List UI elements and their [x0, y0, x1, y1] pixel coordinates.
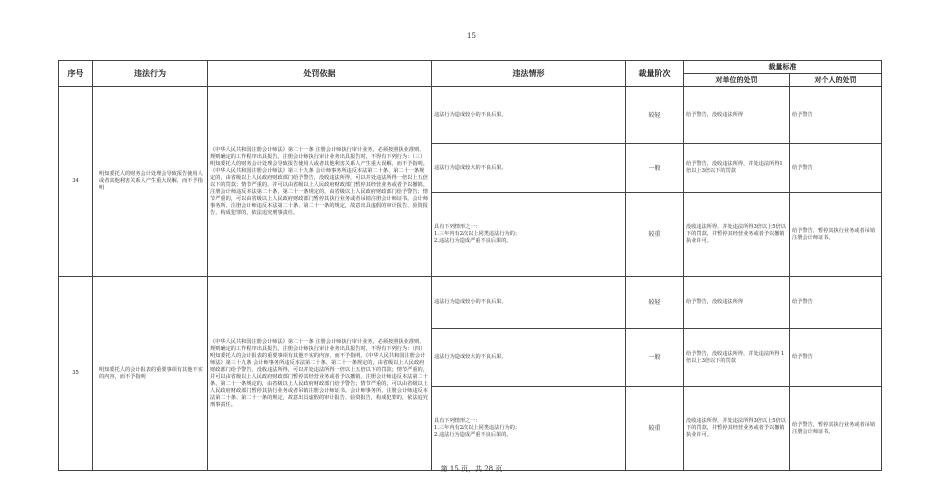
row-level: 较轻: [626, 87, 684, 144]
row-unit-penalty: 给予警告，没收违法所得，并处违法所得1倍以上3倍以下的罚款: [684, 144, 790, 193]
row-basis: 《中华人民共和国注册会计师法》第二十一条 注册会计师执行审计业务，必须按照执业准则、规则确定的工作程序出具报告。注册会计师执行审计业务出具报告时，不得有下列行为：（四）明知委托人的会计报表的重要事项有其他不实的内容，而不予指明。《中华人民共和国注册会计师法》第三十九条 会计师事务所违反本法第二十条、第二十一条规定的，由省级以上人民政府财政部门给予警告，没收违法所得，可以并处违法所得一倍以上五倍以下的罚款；情节严重的，并可以由省级以上人民政府财政部门暂停其经营业务或者予以撤销。注册会计师违反本法第二十条、第二十一条规定的，由省级以上人民政府财政部门给予警告；情节严重的，可以由省级以上人民政府财政部门暂停其执行业务或者吊销注册会计师证书。会计师事务所、注册会计师违反本法第二十条、第二十一条的规定，故意出具虚假的审计报告、验资报告，构成犯罪的，依法追究刑事责任。: [208, 277, 432, 471]
header-unit-penalty: 对单位的处罚: [684, 74, 790, 87]
row-level: 一般: [626, 144, 684, 193]
row-level: 较重: [626, 193, 684, 277]
header-situation: 违法情形: [432, 61, 626, 87]
row-situation: 违法行为造成较小的不良后果。: [432, 87, 626, 144]
row-personal-penalty: 给予警告，暂停其执行业务或者吊销注册会计师证书。: [790, 387, 882, 471]
row-situation: 违法行为造成较小的不良后果。: [432, 277, 626, 329]
row-situation: 具有下列情形之一： 1.三年内有2次以上同类违法行为的； 2.违法行为造成严重不良后果的。: [432, 193, 626, 277]
table-row: [59, 87, 882, 144]
row-personal-penalty: 给予警告，暂停其执行业务或者吊销注册会计师证书。: [790, 193, 882, 277]
row-seq: 35: [59, 277, 93, 471]
penalty-table: [58, 60, 882, 471]
row-act: 明知委托人的财务会计处理会导致报告使用人或者其他利害关系人产生重大误解，而不予指明: [93, 87, 208, 277]
row-personal-penalty: 给予警告: [790, 144, 882, 193]
header-seq: 序号: [59, 61, 93, 87]
row-unit-penalty: 给予警告，没收违法所得: [684, 277, 790, 329]
header-standard: 裁量标准: [684, 61, 882, 74]
row-seq: 34: [59, 87, 93, 277]
row-personal-penalty: 给予警告: [790, 329, 882, 387]
row-act: 明知委托人的会计报表的重要事项有其他不实的内容，而不予指明: [93, 277, 208, 471]
row-situation: 违法行为造成较大的不良后果。: [432, 144, 626, 193]
header-act: 违法行为: [93, 61, 208, 87]
row-personal-penalty: 给予警告: [790, 277, 882, 329]
row-level: 较重: [626, 387, 684, 471]
row-situation: 具有下列情形之一： 1.三年内有2次以上同类违法行为的； 2.违法行为造成严重不良后果的。: [432, 387, 626, 471]
row-level: 一般: [626, 329, 684, 387]
row-unit-penalty: 没收违法所得，并处违法所得3倍以上5倍以下的罚款，并暂停其经营业务或者予以撤销执业许可。: [684, 193, 790, 277]
page-number-top: 15: [467, 32, 476, 40]
page-footer: 第 15 页，共 28 页: [440, 465, 503, 473]
table-row: [59, 277, 882, 329]
row-unit-penalty: 给予警告，没收违法所得，并处违法所得 1倍以上3倍以下的罚款: [684, 329, 790, 387]
header-basis: 处罚依据: [208, 61, 432, 87]
row-level: 较轻: [626, 277, 684, 329]
row-personal-penalty: 给予警告: [790, 87, 882, 144]
row-basis: 《中华人民共和国注册会计师法》第二十一条 注册会计师执行审计业务，必须按照执业准则、规则确定的工作程序出具报告。注册会计师执行审计业务出具报告时，不得有下列行为：（三）明知委托人的财务会计处理会导致报告使用人或者其他利害关系人产生重大误解，而不予指明。《中华人民共和国注册会计师法》第三十九条 会计师事务所违反本法第二十条、第二十一条规定的，由省级以上人民政府财政部门给予警告，没收违法所得，可以并处违法所得一倍以上五倍以下的罚款；情节严重的，并可以由省级以上人民政府财政部门暂停其经营业务或者予以撤销。注册会计师违反本法第二十条、第二十一条规定的，由省级以上人民政府财政部门给予警告；情节严重的，可以由省级以上人民政府财政部门暂停其执行业务或者吊销注册会计师证书。会计师事务所、注册会计师违反本法第二十条、第二十一条的规定，故意出具虚假的审计报告、验资报告，构成犯罪的，依法追究刑事责任。: [208, 87, 432, 277]
row-unit-penalty: 没收违法所得，并处违法所得3倍以上5倍以下的罚款，并暂停其经营业务或者予以撤销执业许可。: [684, 387, 790, 471]
header-personal-penalty: 对个人的处罚: [790, 74, 882, 87]
row-situation: 违法行为造成较大的不良后果。: [432, 329, 626, 387]
row-unit-penalty: 给予警告，没收违法所得: [684, 87, 790, 144]
header-level: 裁量阶次: [626, 61, 684, 87]
